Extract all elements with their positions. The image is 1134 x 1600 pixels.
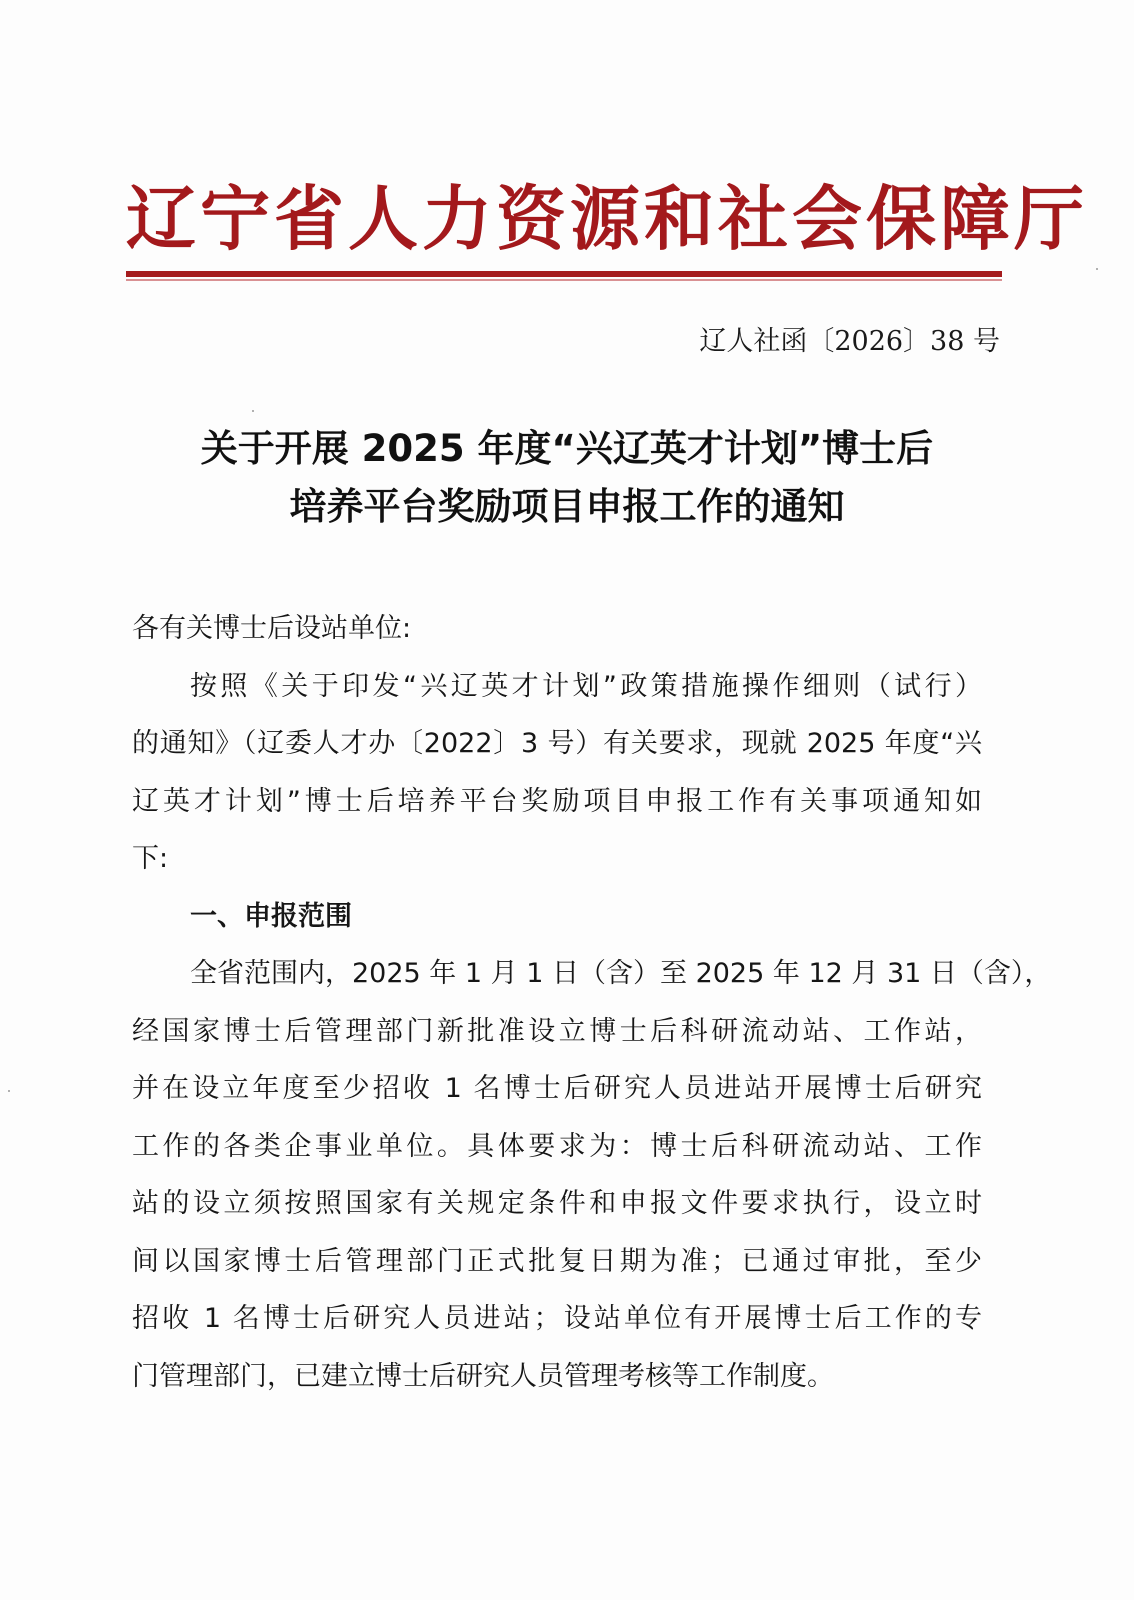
masthead-char: 资 bbox=[496, 177, 570, 260]
paragraph-line: 经国家博士后管理部门新批准设立博士后科研流动站、工作站， bbox=[132, 1015, 982, 1047]
issuer-masthead bbox=[126, 177, 1088, 260]
masthead-char: 障 bbox=[940, 177, 1014, 260]
masthead-char: 源 bbox=[570, 177, 644, 260]
document-body bbox=[132, 600, 1052, 1405]
paragraph-line: 间以国家博士后管理部门正式批复日期为准；已通过审批，至少 bbox=[132, 1245, 982, 1277]
masthead-char: 社 bbox=[718, 177, 792, 260]
masthead-red-rule-shadow bbox=[126, 279, 1002, 281]
scan-speck bbox=[252, 410, 254, 412]
paragraph-line: 门管理部门，已建立博士后研究人员管理考核等工作制度。 bbox=[132, 1360, 834, 1392]
paragraph-line: 按照《关于印发“兴辽英才计划”政策措施操作细则（试行） bbox=[190, 670, 982, 702]
masthead-red-rule bbox=[126, 271, 1002, 277]
masthead-char: 和 bbox=[644, 177, 718, 260]
masthead-char: 人 bbox=[348, 177, 422, 260]
paragraph-line: 站的设立须按照国家有关规定条件和申报文件要求执行，设立时 bbox=[132, 1188, 982, 1219]
masthead-char: 厅 bbox=[1014, 177, 1088, 260]
masthead-char: 省 bbox=[274, 177, 348, 260]
scan-speck bbox=[8, 1090, 10, 1092]
document-number: 辽人社函〔2026〕38 号 bbox=[699, 326, 1000, 357]
title-line-1: 关于开展 2025 年度“兴辽英才计划”博士后 bbox=[200, 427, 934, 470]
section-1-paragraph bbox=[132, 945, 1052, 1405]
paragraph-line: 并在设立年度至少招收 1 名博士后研究人员进站开展博士后研究 bbox=[132, 1073, 982, 1104]
paragraph-line: 辽英才计划”博士后培养平台奖励项目申报工作有关事项通知如 bbox=[132, 785, 982, 817]
paragraph-line: 工作的各类企事业单位。具体要求为：博士后科研流动站、工作 bbox=[132, 1130, 982, 1162]
intro-paragraph bbox=[132, 658, 982, 888]
masthead-char: 宁 bbox=[200, 177, 274, 260]
title-line-2: 培养平台奖励项目申报工作的通知 bbox=[289, 485, 845, 528]
masthead-char: 力 bbox=[422, 177, 496, 260]
document-title bbox=[130, 420, 1004, 536]
scan-speck bbox=[1096, 268, 1098, 270]
paragraph-line: 招收 1 名博士后研究人员进站；设站单位有开展博士后工作的专 bbox=[132, 1303, 982, 1334]
section-heading: 一、申报范围 bbox=[190, 900, 352, 932]
paragraph-line: 下: bbox=[132, 843, 169, 874]
masthead-char: 保 bbox=[866, 177, 940, 260]
masthead-char: 辽 bbox=[126, 177, 200, 260]
paragraph-line: 的通知》（辽委人才办〔2022〕3 号）有关要求，现就 2025 年度“兴 bbox=[132, 728, 982, 759]
paragraph-line: 全省范围内，2025 年 1 月 1 日（含）至 2025 年 12 月 31 日（含）， bbox=[190, 958, 1052, 989]
masthead-char: 会 bbox=[792, 177, 866, 260]
salutation: 各有关博士后设站单位: bbox=[132, 613, 412, 644]
